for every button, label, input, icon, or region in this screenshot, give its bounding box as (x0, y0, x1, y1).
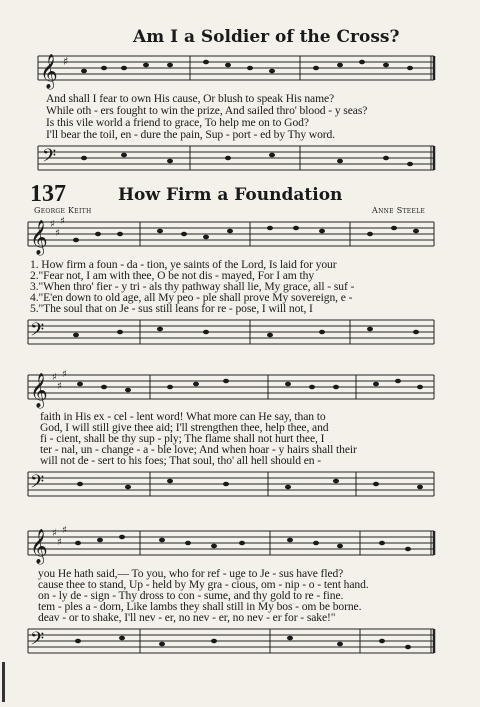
bass-staff-prev (0, 140, 480, 180)
verse-line: 2."Fear not, I am with thee, O be not dis - mayed, For I am thy (30, 269, 315, 282)
sharp-icon: ♯ (55, 228, 60, 239)
hymn-title: How Firm a Foundation (118, 185, 343, 205)
verse-line: fi - cient, shall be thy sup - ply; The flame shall not hurt thee, I (40, 432, 325, 445)
verse-line: ter - nal, un - change - a - ble love; And when hoar - y hairs shall their (40, 443, 357, 456)
verse-line: faith in His ex - cel - lent word! What more can He say, than to (40, 410, 326, 423)
bass-clef-icon: 𝄢 (30, 320, 45, 345)
sharp-icon: ♯ (62, 525, 67, 536)
verse-line: 4."E'en down to old age, all My peo - ple shall prove My sovereign, e - (30, 291, 353, 304)
treble-staff-prev (0, 48, 480, 88)
bass-clef-icon: 𝄢 (42, 146, 57, 171)
sharp-icon: ♯ (57, 381, 62, 392)
treble-clef-icon: 𝄞 (30, 529, 48, 564)
page-edge-mark (2, 662, 5, 702)
treble-staff-system1 (0, 214, 480, 254)
sharp-icon: ♯ (52, 528, 57, 539)
verse-line: God, I will still give thee aid; I'll strengthen thee, help thee, and (40, 421, 329, 434)
treble-clef-icon: 𝄞 (30, 220, 48, 255)
treble-staff-system2 (0, 367, 480, 407)
sharp-icon: ♯ (52, 372, 57, 383)
verse-line: 5."The soul that on Je - sus still leans for re - pose, I will not, I (30, 302, 313, 315)
bass-clef-icon: 𝄢 (30, 472, 45, 497)
verse-line: I'll bear the toil, en - dure the pain, Sup - port - ed by Thy word. (46, 128, 336, 141)
verse-line: And shall I fear to own His cause, Or blush to speak His name? (46, 92, 335, 105)
sharp-icon: ♯ (63, 55, 69, 68)
bass-staff-system2 (0, 466, 480, 506)
hymn-title-prev: Am I a Soldier of the Cross? (133, 27, 400, 47)
author-credit: Anne Steele (372, 206, 426, 215)
verse-line: tem - ples a - dorn, Like lambs they shall still in My bos - om be borne. (38, 600, 362, 613)
treble-clef-icon: 𝄞 (40, 54, 58, 89)
sharp-icon: ♯ (62, 369, 67, 380)
bass-staff-system3 (0, 623, 480, 663)
verse-line: While oth - ers fought to win the prize, And sailed thro' blood - y seas? (46, 104, 368, 117)
verse-line: Is this vile world a friend to grace, To help me on to God? (46, 116, 309, 129)
sharp-icon: ♯ (57, 537, 62, 548)
verse-line: you He hath said,— To you, who for ref - uge to Je - sus have fled? (38, 567, 344, 580)
verse-line: cause thee to stand, Up - held by My gra - cious, om - nip - o - tent hand. (38, 578, 369, 591)
treble-staff-system3 (0, 523, 480, 563)
hymn-number: 137 (30, 181, 66, 207)
treble-clef-icon: 𝄞 (30, 373, 48, 408)
verse-line: will not de - sert to his foes; That soul, tho' all hell should en - (40, 454, 322, 467)
staff-lines (38, 56, 434, 80)
verse-line: 3."When thro' fier - y tri - als thy pathway shall lie, My grace, all - suf - (30, 280, 355, 293)
composer-credit: George Keith (34, 206, 92, 215)
verse-line: 1. How firm a foun - da - tion, ye saints of the Lord, Is laid for your (30, 258, 337, 271)
verse-line: deav - or to shake, I'll nev - er, no nev - er, no nev - er for - sake!" (38, 611, 336, 624)
sharp-icon: ♯ (50, 219, 55, 230)
verse-line: on - ly de - sign - Thy dross to con - sume, and thy gold to re - fine. (38, 589, 344, 602)
bass-staff-system1 (0, 314, 480, 354)
sharp-icon: ♯ (60, 216, 65, 227)
bass-clef-icon: 𝄢 (30, 629, 45, 654)
